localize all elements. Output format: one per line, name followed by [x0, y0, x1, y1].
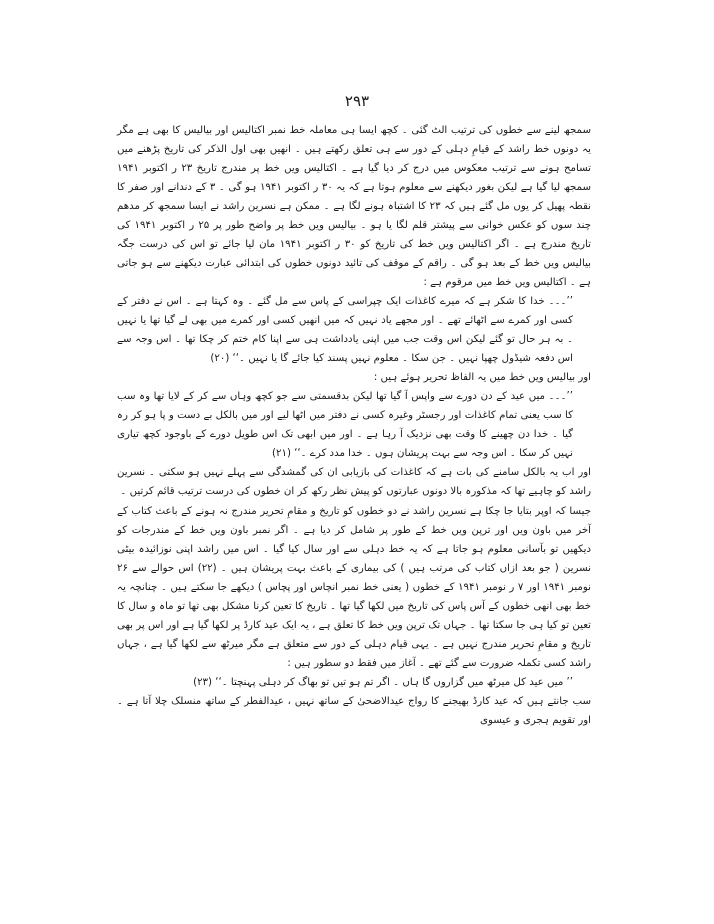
paragraph-conclusion: اور اب یہ بالکل سامنے کی بات ہے کہ کاغذات کی بازیابی ان کی گمشدگی سے پہلے نہیں ہو سکتی ۔ نسرین راشد کو چاہیے تھا کہ مذکورہ بالا دونوں عبارتوں کو پیش نظر رکھ کر ان خطوں کی درست ترتیب قائم کرتیں ۔ — [117, 467, 591, 497]
page-number: ۲۹۳ — [344, 92, 370, 110]
paragraph-letter-42-lead: اور بیالیس ویں خط میں یہ الفاظ تحریر ہوئے ہیں : — [373, 372, 591, 383]
quote-eid-card: ’’ میں عید کل میرٹھ میں گزاروں گا ہاں ۔ اگر تم ہو تیں تو بھاگ کر دہلی پہنچتا ۔‘‘ (۲۳) — [193, 677, 573, 688]
paragraph-intro: سمجھ لینے سے خطوں کی ترتیب الٹ گئی ۔ کچھ ایسا ہی معاملہ خط نمبر اکتالیس اور بیالیس کا بھی ہے مگر یہ دونوں خط راشد کے قیامِ دہلی کے دور سے ہی تعلق رکھتے ہیں ۔ انھیں بھی اول الذکر کی تاریخ پڑھنے میں تسامح ہونے سے ترتیب معکوس میں درج کر دیا گیا ہے ۔ اکتالیس ویں خط پر مندرج تاریخ ۲۳ ر اکتوبر ۱۹۴۱ سمجھ لیا گیا ہے لیکن بغور دیکھنے سے معلوم ہوتا ہے کہ یہ ۳۰ ر اکتوبر ۱۹۴۱ ہو گی ۔ ۳ کے دندانے اور صفر کا نقطہ پھیل کر یوں مل گئے ہیں کہ ۲۳ کا اشتباہ ہونے لگا ہے ۔ ممکن ہے نسرین راشد نے ایسا سمجھ کر مدھم چند سوں کو عکس خوانی سے پیشتر قلم لگا یا ہو ۔ بیالیس ویں خط پر واضح طور پر ۲۵ ر اکتوبر ۱۹۴۱ کی تاریخ مندرج ہے ۔ اگر اکتالیس ویں خط کی تاریخ کو ۳۰ ر اکتوبر ۱۹۴۱ مان لیا جائے تو اس کی درست جگہ بیالیس ویں خط کے بعد ہو گی ۔ راقم کے موقف کی تائید دونوں خطوں کی ابتدائی عبارت دیکھنے سے ہو جاتی ہے ۔ اکتالیس ویں خط میں مرقوم ہے : — [117, 125, 592, 288]
page-body — [117, 121, 591, 730]
paragraph-closing: سب جانتے ہیں کہ عید کارڈ بھیجنے کا رواج عیدالاضحیٰ کے ساتھ نہیں ، عیدالفطر کے ساتھ منسلک چلا آتا ہے ۔ اور تقویم ہجری و عیسوی — [117, 696, 591, 726]
quote-letter-42: ’’۔۔۔ میں عید کے دن دورے سے واپس آ گیا تھا لیکن بدقسمتی سے جو کچھ وہاں سے کر کے لایا تھا وہ سب کا سب یعنی تمام کاغذات اور رجسٹر وغیرہ کسی نے دفتر میں اٹھا لیے اور میں بالکل بے دست و پا ہو کر رہ گیا ۔ خدا دن چھینے کا وقت بھی نزدیک آ رہا ہے ۔ اور میں ابھی تک اس طویل دورے کے باوجود کچھ تیاری نہیں کر سکا ۔ اس وجہ سے بہت پریشان ہوں ۔ خدا مدد کرے ۔‘‘ (۲۱) — [117, 391, 573, 459]
paragraph-undated-letters: جیسا کہ اوپر بتایا جا چکا ہے نسرین راشد نے دو خطوں کو تاریخ و مقامِ تحریر مندرج نہ ہونے کے باعث کتاب کے آخر میں باون ویں اور ترپن ویں خط کے طور پر شامل کر دیا ہے ۔ اگر نمبر باون ویں خط کے مندرجات کو دیکھیں تو بآسانی معلوم ہو جاتا ہے کہ یہ خط دہلی سے اور سال کیا گیا ۔ اس میں راشد اپنی نوزائیدہ بیٹی نسرین ( جو بعد ازاں کتاب کی مرتب ہیں ) کی بیماری کے باعث بہت پریشان ہیں ۔ (۲۲) اس حوالے سے ۲۶ نومبر ۱۹۴۱ اور ۷ ر نومبر ۱۹۴۱ کے خطوں ( یعنی خط نمبر انچاس اور پچاس ) دیکھے جا سکتے ہیں ۔ چنانچہ یہ خط بھی انھی خطوں کے آس پاس کی تاریخ میں لکھا گیا تھا ۔ تاریخ کا تعین کرنا مشکل بھی تھا تو ماہ و سال کا تعین تو کیا ہی جا سکتا تھا ۔ جہاں تک ترپن ویں خط کا تعلق ہے ، یہ ایک عید کارڈ پر لکھا گیا ہے اور اس پر بھی تاریخ و مقامِ تحریر مندرج نہیں ہے ۔ یہی قیام دہلی کے دور سے متعلق ہے مگر میرٹھ سے لکھا گیا ہے ، جہاں راشد کسی تکملہ ضرورت سے گئے تھے ۔ آغاز میں فقط دو سطور ہیں : — [117, 506, 592, 669]
quote-letter-41: ’’۔۔۔ خدا کا شکر ہے کہ میرے کاغذات ایک چپراسی کے پاس سے مل گئے ۔ وہ کہتا ہے ۔ اس نے دفتر کے کسی اور کمرے سے اٹھائے تھے ۔ اور مجھے یاد نہیں کہ میں انھیں کسی اور کمرے میں بھی لے گیا تھا یا نہیں ۔ بہ ہر حال تو گئے لیکن اس وقت جب میں اپنی یادداشت ہی سے اپنا کام ختم کر چکا تھا ۔ اس وجہ سے اس دفعہ شیڈول چھپا نہیں ۔ جن سکا ۔ معلوم نہیں پسند کیا جائے گا یا نہیں ۔‘‘ (۲۰) — [117, 296, 573, 364]
